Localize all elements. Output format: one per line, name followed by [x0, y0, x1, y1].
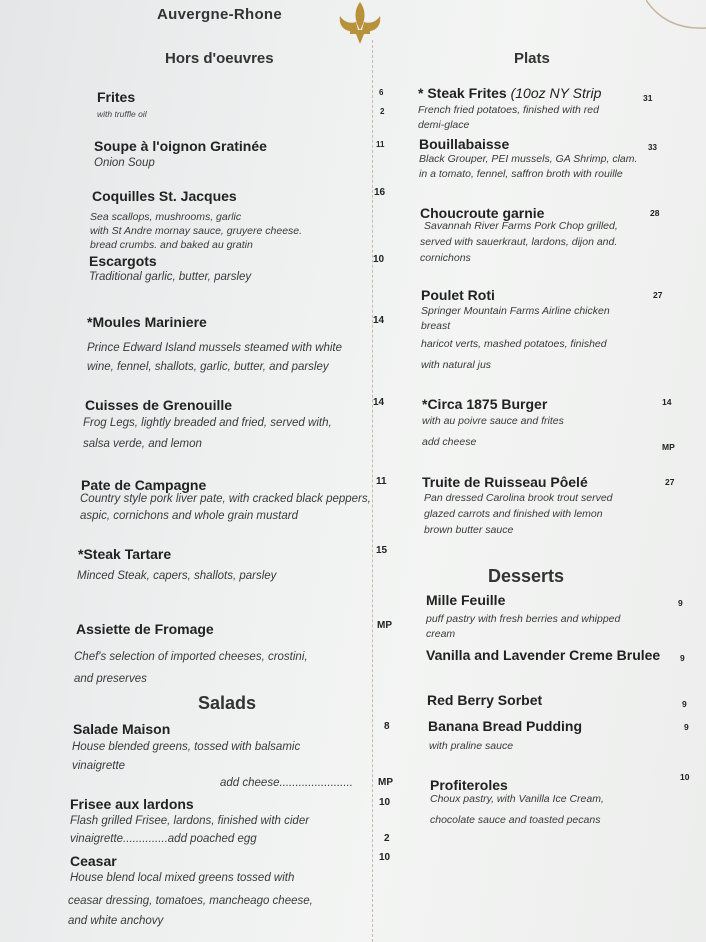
item-price: 9	[684, 722, 689, 732]
item-price: 14	[373, 397, 385, 408]
item-name: Coquilles St. Jacques	[92, 188, 237, 204]
item-price: 11	[376, 140, 385, 149]
item-desc: Country style pork liver pate, with cracked black peppers,	[80, 493, 371, 505]
item-desc: in a tomato, fennel, saffron broth with rouille	[419, 168, 623, 180]
item-price: 33	[648, 143, 657, 152]
salads-heading: Salads	[198, 693, 257, 713]
item-price: 2	[384, 833, 390, 844]
item-price: 27	[653, 290, 663, 300]
item-price: 16	[374, 187, 386, 198]
item-desc: Sea scallops, mushrooms, garlic	[90, 211, 242, 223]
item-name: *Steak Tartare	[78, 546, 172, 562]
item-desc: and white anchovy	[68, 915, 164, 927]
item-name: *Moules Mariniere	[87, 314, 207, 330]
item-price: 14	[373, 315, 385, 326]
item-price: 11	[376, 476, 387, 487]
item-name: Ceasar	[70, 853, 117, 869]
item-desc: wine, fennel, shallots, garlic, butter, and parsley	[87, 361, 329, 373]
item-price: 27	[665, 477, 675, 487]
item-name: Poulet Roti	[421, 287, 495, 303]
region-title: Auvergne-Rhone	[157, 6, 283, 23]
item-price: 6	[379, 88, 384, 97]
item-desc: demi-glace	[418, 119, 470, 131]
item-name: Red Berry Sorbet	[427, 692, 543, 708]
item-price: 31	[643, 93, 653, 103]
item-desc: with truffle oil	[97, 109, 147, 119]
item-name: *Circa 1875 Burger	[422, 396, 548, 412]
column-divider	[372, 40, 373, 942]
item-desc: Pan dressed Carolina brook trout served	[424, 492, 613, 504]
item-price: MP	[662, 442, 675, 452]
item-price: 28	[650, 208, 660, 218]
item-desc: Traditional garlic, butter, parsley	[89, 271, 252, 283]
item-desc: cornichons	[420, 252, 471, 264]
item-price: 8	[384, 721, 390, 732]
item-desc: Savannah River Farms Pork Chop grilled,	[424, 220, 618, 232]
item-desc: bread crumbs. and baked au gratin	[90, 239, 253, 251]
item-desc: with au poivre sauce and frites	[422, 415, 564, 427]
item-desc: Springer Mountain Farms Airline chicken	[421, 305, 610, 317]
item-desc: and preserves	[74, 673, 147, 685]
item-name-main: * Steak Frites	[418, 85, 507, 101]
item-desc: aspic, cornichons and whole grain mustard	[80, 510, 298, 522]
item-desc: with praline sauce	[429, 740, 514, 752]
plats-heading: Plats	[514, 50, 550, 67]
item-desc: Minced Steak, capers, shallots, parsley	[77, 570, 277, 582]
item-name: Truite de Ruisseau Pôelé	[422, 474, 588, 490]
item-desc: Chef's selection of imported cheeses, crostini,	[74, 651, 308, 663]
item-desc: salsa verde, and lemon	[83, 438, 202, 450]
item-desc: vinaigrette..............add poached egg	[70, 833, 257, 845]
item-name: Assiette de Fromage	[76, 621, 214, 637]
item-name: Cuisses de Grenouille	[85, 397, 233, 413]
item-desc: Prince Edward Island mussels steamed with white	[87, 342, 343, 354]
item-name	[418, 85, 601, 101]
item-name-extra: (10oz NY Strip	[510, 85, 602, 101]
item-desc: chocolate sauce and toasted pecans	[430, 814, 601, 826]
hors-doeuvres-heading: Hors d'oeuvres	[165, 50, 274, 67]
item-name: Salade Maison	[73, 721, 171, 737]
item-price: 9	[678, 598, 683, 608]
item-desc: cream	[426, 628, 456, 640]
item-price: 10	[379, 852, 391, 863]
item-name: Profiteroles	[430, 777, 508, 793]
item-desc: haricot verts, mashed potatoes, finished	[421, 338, 607, 350]
item-name: Bouillabaisse	[419, 136, 510, 152]
item-price: 15	[376, 545, 388, 556]
item-desc: add cheese	[422, 436, 477, 448]
item-name: Frisee aux lardons	[70, 796, 194, 812]
item-desc: Onion Soup	[94, 157, 155, 169]
item-name: Banana Bread Pudding	[428, 718, 583, 734]
item-desc: Black Grouper, PEI mussels, GA Shrimp, clam.	[419, 153, 638, 165]
item-name: Soupe à l'oignon Gratinée	[94, 138, 267, 154]
item-desc: breast	[421, 320, 451, 332]
item-name: Mille Feuille	[426, 592, 506, 608]
item-desc: served with sauerkraut, lardons, dijon and.	[420, 236, 618, 248]
item-name: Choucroute garnie	[420, 205, 545, 221]
item-name: Vanilla and Lavender Creme Brulee	[426, 647, 661, 663]
item-price: 10	[680, 772, 690, 782]
item-price: MP	[377, 620, 392, 631]
item-name: Frites	[97, 89, 136, 105]
item-price: 14	[662, 397, 672, 407]
item-desc: with St Andre mornay sauce, gruyere cheese.	[90, 225, 303, 237]
item-desc: House blended greens, tossed with balsamic	[72, 741, 301, 753]
item-price: 9	[680, 653, 685, 663]
item-desc: with natural jus	[421, 359, 492, 371]
item-desc: Choux pastry, with Vanilla Ice Cream,	[430, 793, 604, 805]
item-name: Escargots	[89, 253, 157, 269]
fleur-de-lis-ornament	[330, 0, 390, 46]
item-desc: glazed carrots and finished with lemon	[424, 508, 603, 520]
item-desc: ceasar dressing, tomatoes, mancheago cheese,	[68, 895, 313, 907]
item-desc: House blend local mixed greens tossed with	[70, 872, 295, 884]
item-price: MP	[378, 777, 393, 788]
item-desc: Frog Legs, lightly breaded and fried, served with,	[83, 417, 332, 429]
item-price: 9	[682, 699, 687, 709]
item-price: 2	[380, 107, 385, 116]
item-price: 10	[379, 797, 391, 808]
item-desc: brown butter sauce	[424, 524, 514, 536]
item-desc: puff pastry with fresh berries and whipped	[426, 613, 621, 625]
corner-flourish	[646, 0, 706, 40]
addon-text: add cheese.......................	[220, 777, 353, 789]
desserts-heading: Desserts	[488, 566, 565, 586]
item-desc: Flash grilled Frisee, lardons, finished with cider	[70, 815, 310, 827]
item-desc: vinaigrette	[72, 760, 126, 772]
item-price: 10	[373, 254, 385, 265]
item-name: Pate de Campagne	[81, 477, 207, 493]
item-desc: French fried potatoes, finished with red	[418, 104, 599, 116]
